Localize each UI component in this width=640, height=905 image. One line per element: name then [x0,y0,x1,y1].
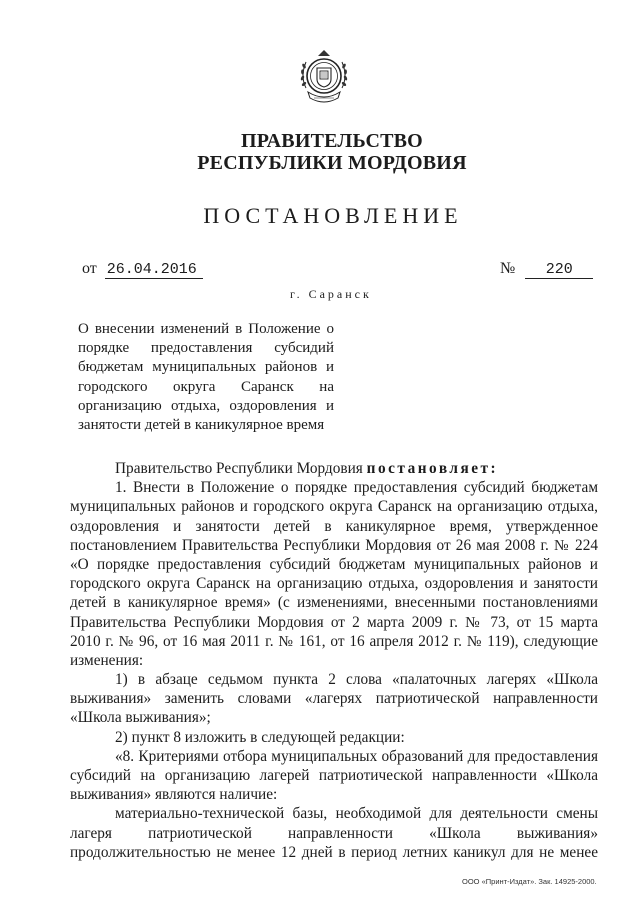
body-line: выживания» заменить словами «лагерях патриотической направленности [70,690,598,708]
coat-of-arms-emblem [296,48,352,108]
body-line: продолжительностью не менее 12 дней в период летних каникул для не менее [70,843,598,861]
body-line: выживания» являются наличие: [70,786,278,804]
city-name: г. Саранск [290,287,372,301]
document-number [500,260,593,279]
body-line: 2010 г. № 96, от 16 мая 2011 г. № 161, от 16 апреля 2012 г. № 119), следующие [70,632,598,650]
subject-line: организацию отдыха, оздоровления и [78,397,334,414]
document-body [70,459,598,862]
body-line: городского округа Саранск на организацию отдыха, оздоровления и занятости [70,575,598,593]
document-subject [78,320,334,435]
body-line: детей в каникулярное время» (с изменениями, внесенными постановлениями [70,594,598,612]
body-line: изменения: [70,651,144,669]
body-line: «Школа выживания»; [70,709,211,727]
printer-footer: ООО «Принт-Издат». Зак. 14925-2000. [462,877,597,886]
body-line: материально-технической базы, необходимой для деятельности смены [115,805,598,823]
document-type-heading: ПОСТАНОВЛЕНИЕ [203,203,463,228]
body-intro [70,459,598,478]
date-value: 26.04.2016 [105,261,203,279]
document-date [82,260,203,278]
intro-decree-word: постановляет: [366,460,499,477]
number-value: 220 [525,261,593,279]
subject-line: О внесении изменений в Положение о [78,321,334,337]
body-line: 1) в абзаце седьмом пункта 2 слова «палаточных лагерях «Школа [115,671,598,689]
subject-line: занятости детей в каникулярное время [78,417,325,434]
intro-text: Правительство Республики Мордовия [115,460,363,477]
subject-line: городского округа Саранск на [78,378,334,395]
body-line: муниципальных районов и городского округа Саранск на организацию отдыха, [70,498,598,516]
body-line: оздоровления и занятости детей в каникулярное время, утвержденное [70,517,598,535]
subject-line: порядке предоставления субсидий [78,340,334,357]
body-line: 2) пункт 8 изложить в следующей редакции: [115,728,405,746]
body-line: «8. Критериями отбора муниципальных образований для предоставления [115,747,598,765]
body-line: лагеря патриотической направленности «Школа выживания» [70,824,598,842]
date-prefix: от [82,260,97,277]
body-line: постановлением Правительства Республики Мордовия от 26 мая 2008 г. № 224 [70,536,598,554]
subject-line: бюджетам муниципальных районов и [78,359,334,376]
government-title-line1: ПРАВИТЕЛЬСТВО [241,130,423,152]
body-line: Правительства Республики Мордовия от 2 марта 2009 г. № 73, от 15 марта [70,613,598,631]
body-line: «О порядке предоставления субсидий бюджетам муниципальных районов и [70,555,598,573]
body-line: 1. Внести в Положение о порядке предоставления субсидий бюджетам [115,479,598,497]
number-prefix: № [500,260,516,277]
body-line: субсидий на организацию лагерей патриотической направленности «Школа [70,767,598,784]
government-title-line2: РЕСПУБЛИКИ МОРДОВИЯ [197,152,467,174]
